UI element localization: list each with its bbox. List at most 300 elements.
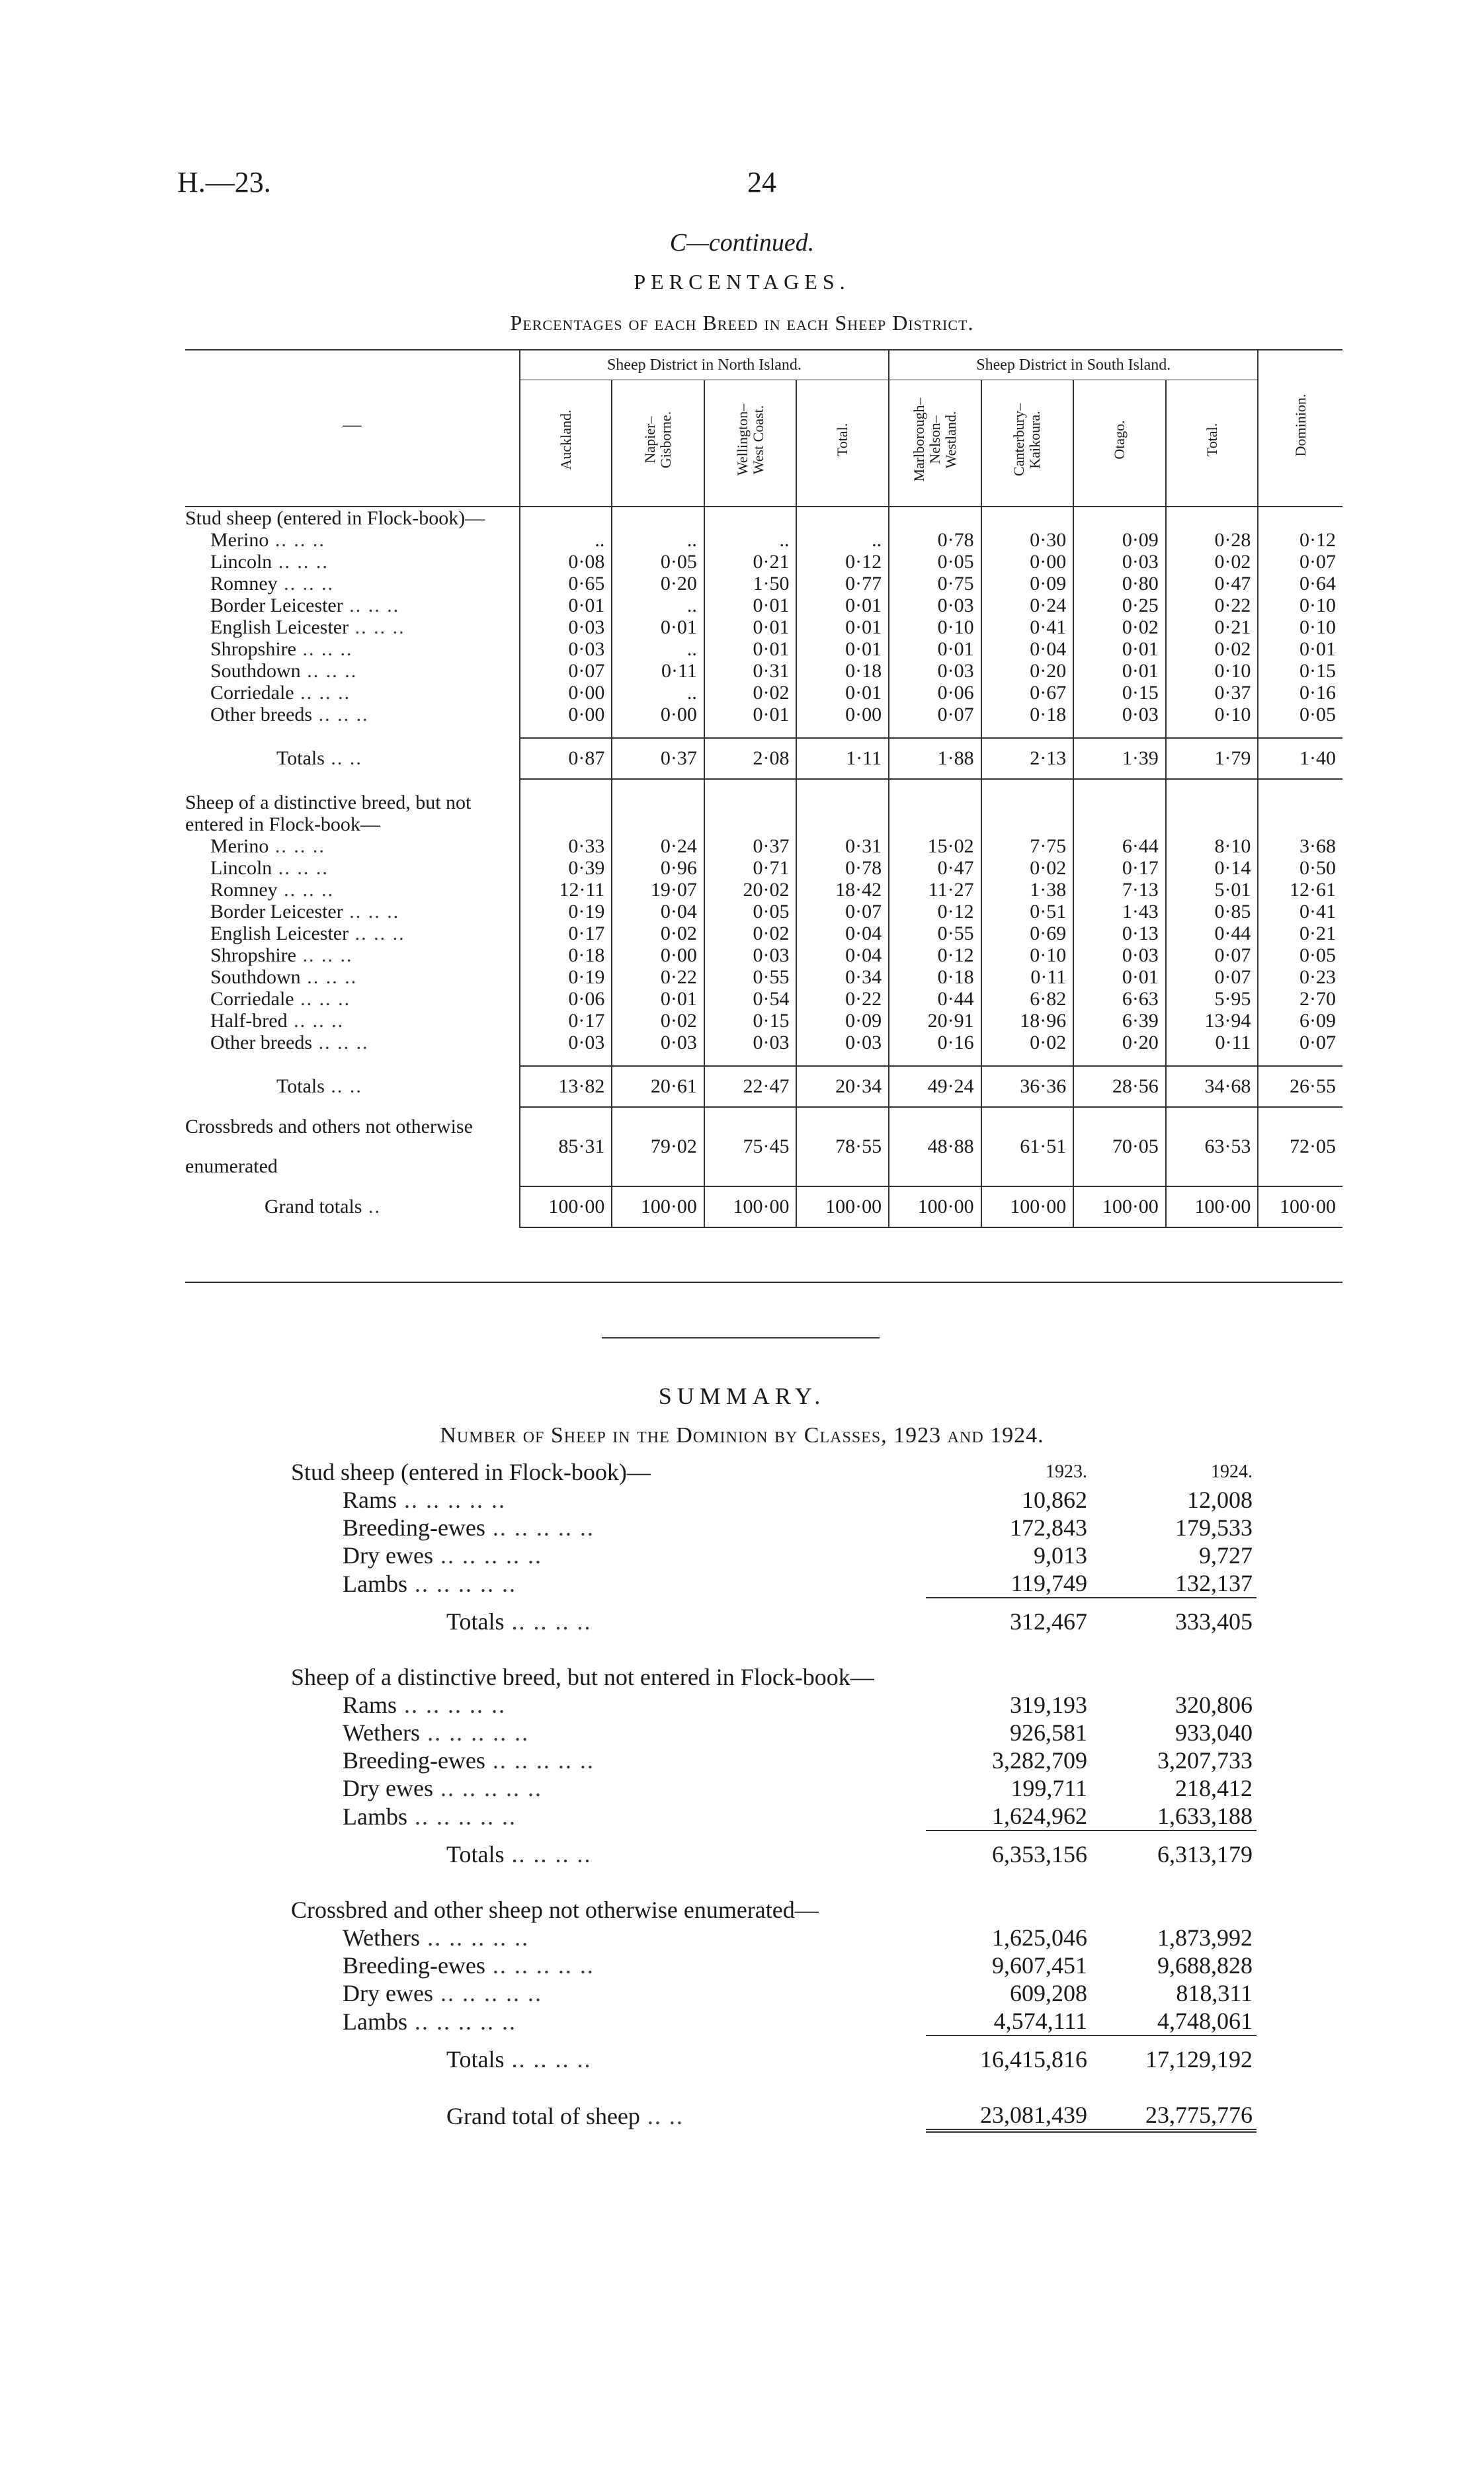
stud-row-value: 0·01 xyxy=(704,595,797,616)
crossbred-totals-label-text: Totals xyxy=(446,2045,505,2073)
grand-totals-row-label-text: Grand totals xyxy=(265,1196,362,1217)
continued-heading: C—continued. xyxy=(669,229,815,257)
stud-row-value: 0·24 xyxy=(981,595,1074,616)
stud-row-label-text: English Leicester xyxy=(210,616,349,638)
stud-row-value: 0·28 xyxy=(1166,529,1258,551)
leader-dots: .. xyxy=(362,1196,381,1217)
stud-row-value: 0·41 xyxy=(981,616,1074,638)
leader-dots: .. .. .. xyxy=(272,857,329,879)
distinctive-row xyxy=(185,901,1342,923)
distinctive-row-value: 0·03 xyxy=(1073,944,1166,966)
leader-dots: .. .. .. xyxy=(296,638,353,660)
spacer-value xyxy=(612,1053,704,1066)
leader-dots: .. .. .. xyxy=(294,988,351,1010)
stud-row-value: 0·02 xyxy=(1073,616,1166,638)
stud-row-value: 0·10 xyxy=(889,616,981,638)
distinctive-row-value: 0·12 xyxy=(889,944,981,966)
spacer-value xyxy=(1166,725,1258,738)
spacer xyxy=(185,1053,1342,1066)
stud-row-value: 0·12 xyxy=(796,551,889,573)
stud-heading-value xyxy=(889,507,981,529)
leader-dots: .. .. .. xyxy=(343,595,400,616)
stud-row-value: 0·05 xyxy=(889,551,981,573)
distinctive-row-value: 0·78 xyxy=(796,857,889,879)
distinctive-row-label-text: Southdown xyxy=(210,966,301,988)
distinctive-heading xyxy=(185,792,1342,835)
distinctive-row-1923: 926,581 xyxy=(1010,1719,1087,1746)
distinctive-row-value: 0·10 xyxy=(981,944,1074,966)
stud-row-value: 0·01 xyxy=(1258,638,1342,660)
grand-total-label xyxy=(291,2101,926,2131)
crossbreds-row-value: 75·45 xyxy=(704,1107,797,1186)
distinctive-row xyxy=(185,988,1342,1010)
distinctive-row-value: 1·43 xyxy=(1073,901,1166,923)
stud-row-value: .. xyxy=(520,529,612,551)
crossbred-row xyxy=(291,1924,1257,1952)
stud-row-value: 0·01 xyxy=(796,638,889,660)
crossbreds-row-value: 63·53 xyxy=(1166,1107,1258,1186)
crossbreds-row-value: 79·02 xyxy=(612,1107,704,1186)
distinctive-heading-1923 xyxy=(926,1663,1091,1691)
spacer-1923 xyxy=(926,1645,1091,1663)
stud-row-value: 0·67 xyxy=(981,682,1074,704)
stud-row-value: 0·00 xyxy=(520,682,612,704)
distinctive-row-value: 0·47 xyxy=(889,857,981,879)
stud-heading-value xyxy=(1073,507,1166,529)
leader-dots: .. .. .. .. .. xyxy=(485,1747,595,1774)
distinctive-row xyxy=(291,1774,1257,1802)
distinctive-row-value: 0·02 xyxy=(612,923,704,944)
stud-row-value: 0·01 xyxy=(704,616,797,638)
stud-totals-value: 1·79 xyxy=(1166,738,1258,779)
stud-heading-value xyxy=(520,507,612,529)
leader-dots: .. .. .. xyxy=(300,966,358,988)
table-bottom-rule xyxy=(185,1282,1342,1283)
grand-total xyxy=(291,2101,1257,2131)
stud-totals-1924: 333,405 xyxy=(1091,1598,1257,1645)
stud-totals-value: 1·39 xyxy=(1073,738,1166,779)
spacer-value xyxy=(520,1053,612,1066)
stud-row-label xyxy=(185,595,520,616)
stud-row-label-text: Other breeds xyxy=(210,704,313,725)
distinctive-row-value: 0·23 xyxy=(1258,966,1342,988)
crossbred-row xyxy=(291,1979,1257,2007)
distinctive-totals-label xyxy=(291,1830,926,1877)
distinctive-row-value: 0·17 xyxy=(520,1010,612,1032)
distinctive-totals-value: 13·82 xyxy=(520,1066,612,1107)
distinctive-row-label-text: Merino xyxy=(210,835,269,857)
stud-row-1923: 119,749 xyxy=(1010,1570,1087,1596)
crossbreds-row xyxy=(185,1107,1342,1186)
distinctive-row-label xyxy=(291,1747,926,1774)
distinctive-totals-label xyxy=(185,1066,520,1107)
crossbred-row-label xyxy=(291,1952,926,1979)
stud-row-value: 0·15 xyxy=(1258,660,1342,682)
distinctive-row-value: 0·14 xyxy=(1166,857,1258,879)
header-col-wellington: Wellington– West Coast. xyxy=(704,380,797,500)
stud-row-value: 0·01 xyxy=(1073,638,1166,660)
stud-row xyxy=(185,704,1342,725)
stud-row-value: 0·02 xyxy=(1166,638,1258,660)
distinctive-row xyxy=(291,1747,1257,1774)
distinctive-row-value: 19·07 xyxy=(612,879,704,901)
spacer-label xyxy=(185,725,520,738)
header-col-napier: Napier– Gisborne. xyxy=(612,380,704,500)
stud-row-value: 0·02 xyxy=(704,682,797,704)
leader-dots: .. .. .. xyxy=(349,616,405,638)
distinctive-row-value: 0·11 xyxy=(1166,1032,1258,1053)
crossbred-heading-label-text: Crossbred and other sheep not otherwise enumerated— xyxy=(291,1897,819,1923)
crossbred-row-label-text: Wethers xyxy=(343,1924,421,1951)
distinctive-row-value: 18·96 xyxy=(981,1010,1074,1032)
stud-row-value: 0·01 xyxy=(796,616,889,638)
distinctive-row-label-text: Dry ewes xyxy=(343,1775,433,1801)
distinctive-row-label xyxy=(185,879,520,901)
spacer-1924 xyxy=(1091,1877,1257,1896)
stud-row-value: 0·02 xyxy=(1166,551,1258,573)
grand-total-label-text: Grand total of sheep xyxy=(446,2102,640,2129)
stud-row-value: 0·07 xyxy=(1258,551,1342,573)
stud-row-value: 0·03 xyxy=(889,595,981,616)
stud-row xyxy=(185,682,1342,704)
distinctive-row-label-text: Breeding-ewes xyxy=(343,1747,485,1774)
stud-row-value: 0·64 xyxy=(1258,573,1342,595)
distinctive-row xyxy=(185,966,1342,988)
crossbred-row-1924: 1,873,992 xyxy=(1157,1924,1253,1951)
spacer-value xyxy=(612,725,704,738)
distinctive-row-value: 0·17 xyxy=(520,923,612,944)
crossbreds-row-value: 61·51 xyxy=(981,1107,1074,1186)
distinctive-row-1923: 1,624,962 xyxy=(992,1803,1087,1829)
distinctive-row-value: 0·21 xyxy=(1258,923,1342,944)
stud-row-label xyxy=(185,682,520,704)
leader-dots: .. .. .. .. .. xyxy=(407,1570,516,1597)
stud-row-value: 0·01 xyxy=(704,704,797,725)
leader-dots: .. .. .. .. .. xyxy=(420,1924,530,1951)
leader-dots: .. .. .. xyxy=(312,704,369,725)
distinctive-row-label xyxy=(185,857,520,879)
section-separator xyxy=(602,1337,880,1338)
spacer-value xyxy=(796,779,889,792)
header-rule-value xyxy=(520,499,612,507)
header-north-island: Sheep District in North Island. xyxy=(520,350,889,380)
distinctive-row-value: 0·04 xyxy=(796,923,889,944)
summary-title: SUMMARY. xyxy=(658,1383,826,1409)
distinctive-totals-value: 20·61 xyxy=(612,1066,704,1107)
spacer-value xyxy=(889,779,981,792)
crossbred-heading-1923 xyxy=(926,1896,1091,1924)
stud-row-value: 0·12 xyxy=(1258,529,1342,551)
spacer-value xyxy=(796,1053,889,1066)
stud-heading xyxy=(185,507,1342,529)
header-col-canterbury: Canterbury– Kaikoura. xyxy=(981,380,1074,500)
leader-dots: .. .. .. .. .. xyxy=(397,1487,507,1513)
distinctive-heading-label-text: Sheep of a distinctive breed, but not entered in Flock-book— xyxy=(291,1664,874,1690)
spacer-value xyxy=(796,725,889,738)
grand-totals-row-value: 100·00 xyxy=(1258,1186,1342,1227)
stud-row-value: .. xyxy=(612,529,704,551)
distinctive-totals xyxy=(291,1830,1257,1877)
header-blank-label: — xyxy=(185,350,520,499)
crossbreds-row-label-text: Crossbreds and others not otherwise enumerated xyxy=(185,1116,473,1177)
header-south-island: Sheep District in South Island. xyxy=(889,350,1258,380)
crossbred-row-label xyxy=(291,2007,926,2036)
stud-totals-value: 2·13 xyxy=(981,738,1074,779)
stud-row-label-text: Lincoln xyxy=(210,551,272,573)
spacer-1924 xyxy=(1091,1645,1257,1663)
distinctive-totals-1924: 6,313,179 xyxy=(1091,1830,1257,1877)
header-rule-value xyxy=(796,499,889,507)
leader-dots: .. .. .. .. .. xyxy=(397,1692,507,1718)
spacer-1923 xyxy=(926,1877,1091,1896)
distinctive-row-1923: 319,193 xyxy=(1010,1692,1087,1718)
stud-row-value: 0·09 xyxy=(981,573,1074,595)
distinctive-row xyxy=(291,1691,1257,1719)
stud-row-value: 0·05 xyxy=(612,551,704,573)
grand-totals-row-value: 100·00 xyxy=(1073,1186,1166,1227)
distinctive-row-value: 0·37 xyxy=(704,835,797,857)
year-header-label-text: Stud sheep (entered in Flock-book)— xyxy=(291,1459,651,1485)
leader-dots: .. .. .. xyxy=(277,573,335,595)
distinctive-row-value: 0·03 xyxy=(704,944,797,966)
distinctive-row-value: 7·13 xyxy=(1073,879,1166,901)
spacer xyxy=(185,725,1342,738)
distinctive-row-value: 13·94 xyxy=(1166,1010,1258,1032)
leader-dots: .. .. .. .. .. xyxy=(485,1952,595,1979)
distinctive-row-value: 0·01 xyxy=(1073,966,1166,988)
spacer-value xyxy=(1073,725,1166,738)
spacer-value xyxy=(981,725,1074,738)
stud-row-value: 0·03 xyxy=(1073,704,1166,725)
stud-row-value: 0·20 xyxy=(981,660,1074,682)
stud-row-value: 0·30 xyxy=(981,529,1074,551)
summary-table xyxy=(291,1458,1257,2133)
stud-totals-value: 0·37 xyxy=(612,738,704,779)
stud-row-value: 0·37 xyxy=(1166,682,1258,704)
stud-row-value: 0·01 xyxy=(796,682,889,704)
spacer-label xyxy=(185,1053,520,1066)
leader-dots: .. .. .. xyxy=(268,529,325,551)
stud-row-label-text: Lambs xyxy=(343,1570,407,1597)
crossbred-row-1923: 9,607,451 xyxy=(992,1952,1087,1979)
stud-row-1923: 9,013 xyxy=(1034,1542,1087,1569)
distinctive-row-value: 0·16 xyxy=(889,1032,981,1053)
distinctive-row-value: 0·06 xyxy=(520,988,612,1010)
distinctive-row-label-text: Lincoln xyxy=(210,857,272,879)
stud-row-value: 0·09 xyxy=(1073,529,1166,551)
distinctive-row-value: 15·02 xyxy=(889,835,981,857)
stud-row-value: 0·10 xyxy=(1258,595,1342,616)
distinctive-row-value: 0·31 xyxy=(796,835,889,857)
distinctive-row xyxy=(185,857,1342,879)
distinctive-row-value: 0·44 xyxy=(1166,923,1258,944)
stud-totals-value: 1·88 xyxy=(889,738,981,779)
stud-row-value: 0·01 xyxy=(889,638,981,660)
stud-row-value: .. xyxy=(796,529,889,551)
distinctive-row-value: 6·82 xyxy=(981,988,1074,1010)
page-number: 24 xyxy=(747,166,776,198)
leader-dots: .. .. .. .. xyxy=(504,2045,592,2073)
stud-row xyxy=(291,1569,1257,1598)
distinctive-row-value: 0·69 xyxy=(981,923,1074,944)
grand-totals-row-value: 100·00 xyxy=(612,1186,704,1227)
stud-row-label xyxy=(185,638,520,660)
stud-row-value: 0·18 xyxy=(981,704,1074,725)
stud-totals-label xyxy=(291,1598,926,1645)
stud-row-value: 0·77 xyxy=(796,573,889,595)
stud-row-label-text: Merino xyxy=(210,529,269,551)
distinctive-row-1923: 3,282,709 xyxy=(992,1747,1087,1774)
distinctive-row-label xyxy=(291,1719,926,1747)
distinctive-row-value: 0·19 xyxy=(520,901,612,923)
header-rule xyxy=(185,499,1342,507)
distinctive-row-value: 0·13 xyxy=(1073,923,1166,944)
leader-dots: .. .. .. .. xyxy=(504,1608,592,1635)
distinctive-row-value: 3·68 xyxy=(1258,835,1342,857)
leader-dots: .. .. .. xyxy=(268,835,325,857)
distinctive-row-value: 0·04 xyxy=(796,944,889,966)
distinctive-row-label xyxy=(185,923,520,944)
distinctive-row-1923: 199,711 xyxy=(1010,1775,1087,1801)
distinctive-row-value: 0·20 xyxy=(1073,1032,1166,1053)
stud-row xyxy=(291,1486,1257,1514)
distinctive-row-value: 0·07 xyxy=(796,901,889,923)
distinctive-row-label xyxy=(185,966,520,988)
stud-row-value: .. xyxy=(704,529,797,551)
distinctive-row-value: 20·02 xyxy=(704,879,797,901)
stud-row-value: 0·03 xyxy=(520,616,612,638)
stud-heading-value xyxy=(796,507,889,529)
spacer-value xyxy=(981,1053,1074,1066)
crossbreds-row-value: 72·05 xyxy=(1258,1107,1342,1186)
distinctive-row-value: 0·02 xyxy=(981,1032,1074,1053)
spacer-value xyxy=(520,725,612,738)
distinctive-row-label-text: Romney xyxy=(210,879,278,901)
distinctive-row-value: 0·55 xyxy=(889,923,981,944)
distinctive-heading-value xyxy=(889,792,981,835)
stud-row-value: 0·03 xyxy=(520,638,612,660)
distinctive-row-value: 0·07 xyxy=(1258,1032,1342,1053)
distinctive-row-value: 0·00 xyxy=(612,944,704,966)
distinctive-row-label xyxy=(185,1010,520,1032)
distinctive-row-label xyxy=(185,1032,520,1053)
stud-row-label xyxy=(185,704,520,725)
distinctive-totals-label-text: Totals xyxy=(276,1075,325,1097)
spacer xyxy=(185,779,1342,792)
crossbred-row xyxy=(291,1952,1257,1979)
crossbred-heading-label xyxy=(291,1896,926,1924)
spacer-value xyxy=(1073,1053,1166,1066)
stud-row-value: 0·10 xyxy=(1166,704,1258,725)
spacer-value xyxy=(889,725,981,738)
distinctive-row-value: 0·17 xyxy=(1073,857,1166,879)
leader-dots: .. .. .. xyxy=(296,944,353,966)
stud-row-value: 0·01 xyxy=(796,595,889,616)
stud-row-value: 0·00 xyxy=(981,551,1074,573)
distinctive-row-label-text: Shropshire xyxy=(210,944,296,966)
distinctive-heading-value xyxy=(1258,792,1342,835)
distinctive-row-value: 18·42 xyxy=(796,879,889,901)
spacer-value xyxy=(612,779,704,792)
header-col-north-total: Total. xyxy=(796,380,889,500)
distinctive-row-label xyxy=(185,901,520,923)
distinctive-row-value: 0·34 xyxy=(796,966,889,988)
stud-totals-label-text: Totals xyxy=(276,747,325,769)
stud-row-1924: 9,727 xyxy=(1199,1542,1253,1569)
distinctive-row-value: 0·03 xyxy=(796,1032,889,1053)
stud-totals-label xyxy=(185,738,520,779)
distinctive-totals-label-text: Totals xyxy=(446,1840,505,1868)
distinctive-row-value: 0·44 xyxy=(889,988,981,1010)
distinctive-row-label xyxy=(185,835,520,857)
stud-row xyxy=(291,1542,1257,1569)
distinctive-totals-value: 28·56 xyxy=(1073,1066,1166,1107)
stud-row-value: 0·00 xyxy=(612,704,704,725)
stud-row-label xyxy=(185,551,520,573)
distinctive-row-value: 0·19 xyxy=(520,966,612,988)
distinctive-row-value: 6·09 xyxy=(1258,1010,1342,1032)
crossbred-row-1924: 4,748,061 xyxy=(1157,2008,1253,2034)
leader-dots: .. .. xyxy=(639,2102,684,2129)
spacer-value xyxy=(1073,779,1166,792)
distinctive-row-label-text: Half-bred xyxy=(210,1010,288,1032)
stud-row-label-text: Dry ewes xyxy=(343,1542,433,1569)
stud-row-label xyxy=(291,1514,926,1542)
stud-row-1924: 179,533 xyxy=(1175,1514,1253,1541)
spacer-value xyxy=(1258,779,1342,792)
stud-row-label-text: Corriedale xyxy=(210,682,294,704)
stud-row-label-text: Breeding-ewes xyxy=(343,1514,485,1541)
distinctive-row-label-text: Corriedale xyxy=(210,988,294,1010)
header-col-marlborough: Marlborough– Nelson– Westland. xyxy=(889,380,981,500)
stud-row-value: .. xyxy=(612,682,704,704)
stud-row-value: 0·07 xyxy=(520,660,612,682)
spacer-label xyxy=(291,2082,926,2101)
header-col-dominion: Dominion. xyxy=(1258,350,1342,499)
grand-totals-row-value: 100·00 xyxy=(1166,1186,1258,1227)
distinctive-row-value: 0·07 xyxy=(1166,944,1258,966)
leader-dots: .. .. .. xyxy=(343,901,400,923)
leader-dots: .. .. xyxy=(324,1075,362,1097)
distinctive-heading-label xyxy=(291,1663,926,1691)
year-header xyxy=(291,1458,1257,1486)
header-rule-label xyxy=(185,499,520,507)
leader-dots: .. .. xyxy=(324,747,362,769)
stud-row-label xyxy=(291,1486,926,1514)
year-header-1924: 1924. xyxy=(1211,1461,1253,1482)
crossbreds-row-value: 85·31 xyxy=(520,1107,612,1186)
distinctive-heading-value xyxy=(1166,792,1258,835)
grand-totals-row xyxy=(185,1186,1342,1227)
distinctive-row-value: 0·33 xyxy=(520,835,612,857)
stud-heading-value xyxy=(981,507,1074,529)
stud-row-1923: 10,862 xyxy=(1022,1487,1087,1513)
stud-totals-value: 2·08 xyxy=(704,738,797,779)
distinctive-heading-1924 xyxy=(1091,1663,1257,1691)
stud-heading-value xyxy=(1166,507,1258,529)
crossbred-row-1923: 4,574,111 xyxy=(993,2008,1087,2034)
distinctive-row-label-text: Lambs xyxy=(343,1803,407,1830)
leader-dots: .. .. .. xyxy=(294,682,351,704)
header-rule-value xyxy=(704,499,797,507)
stud-row xyxy=(185,595,1342,616)
stud-row-value: 0·07 xyxy=(889,704,981,725)
stud-row-value: 0·20 xyxy=(612,573,704,595)
leader-dots: .. .. .. .. .. xyxy=(407,1803,516,1830)
stud-row-value: 0·75 xyxy=(889,573,981,595)
distinctive-row-1924: 218,412 xyxy=(1175,1775,1253,1801)
distinctive-row-1924: 1,633,188 xyxy=(1157,1803,1253,1829)
